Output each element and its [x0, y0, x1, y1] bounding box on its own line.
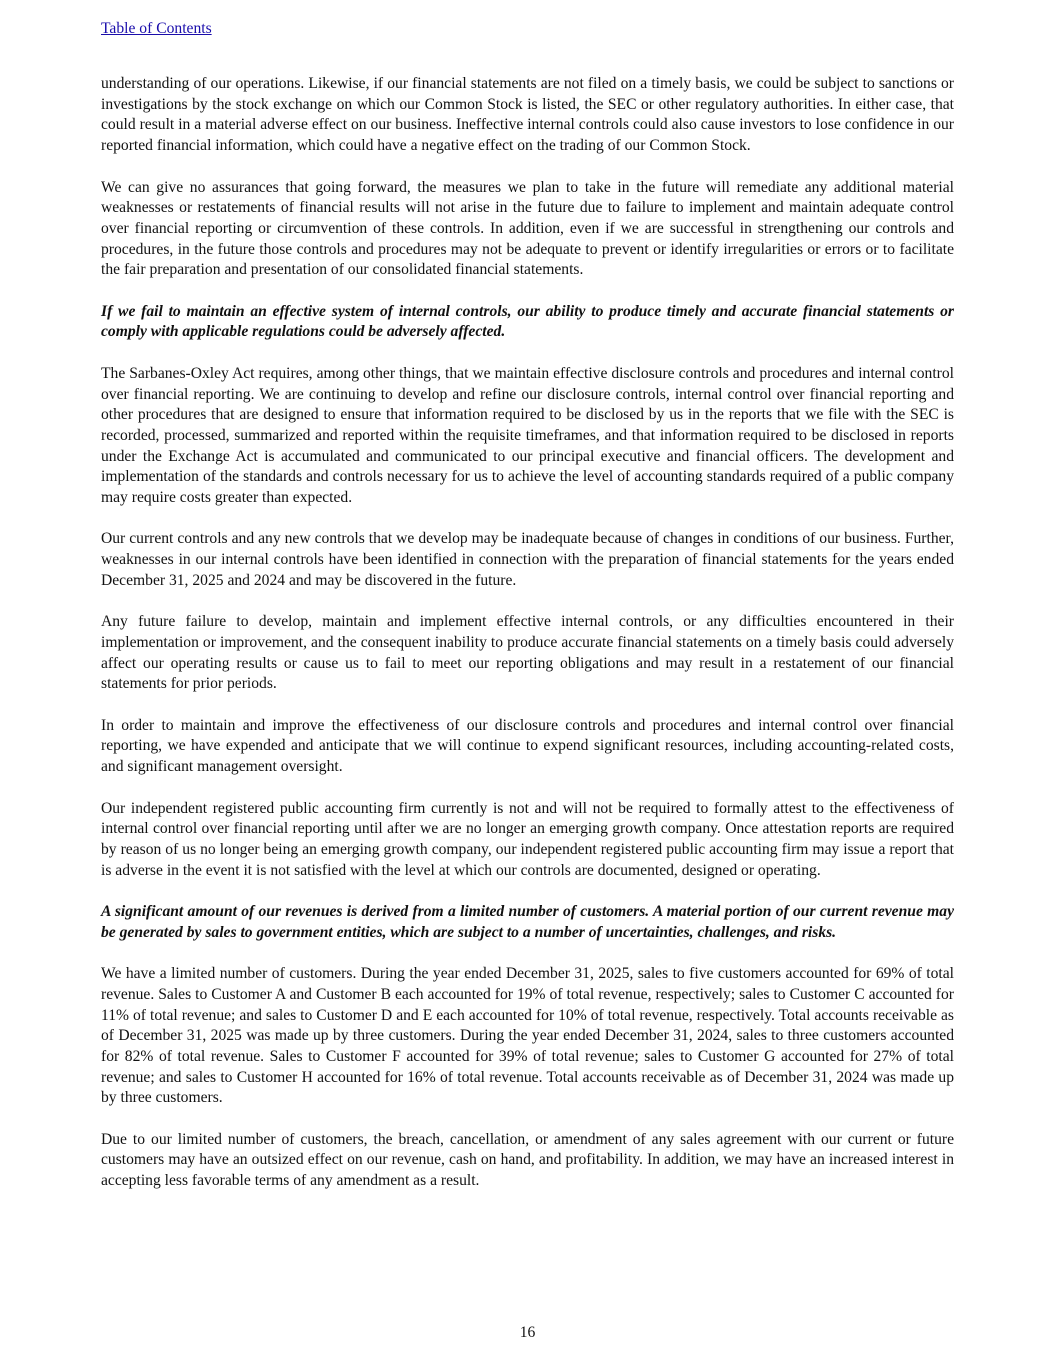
paragraph-auditor-attestation: Our independent registered public accounting firm currently is not and will not be required to formally attest to the effectiveness of internal control over financial reporting until after we are no longer an emerging growth company. Once attestation reports are required by reason of us no longer being an emerging growth company, our independent registered public accounting firm may issue a report that is adverse in the event it is not satisfied with the level at which our controls are documented, designed or operating. — [101, 799, 954, 879]
risk-heading-customer-concentration: A significant amount of our revenues is derived from a limited number of customers. A material portion of our current revenue may be generated by sales to government entities, which are subject to a number of uncertainties, challenges, and risks. — [101, 903, 954, 941]
paragraph-controls-filing: understanding of our operations. Likewise, if our financial statements are not filed on a timely basis, we could be subject to sanctions or investigations by the stock exchange on which our Common Stock is listed, the SEC or other regulatory authorities. In either case, that could result in a material adverse effect on our business. Ineffective internal controls could also cause investors to lose confidence in our reported financial information, which could have a negative effect on the trading of our Common Stock. — [101, 75, 954, 155]
document-body — [101, 74, 954, 1213]
table-of-contents-link[interactable]: Table of Contents — [101, 20, 212, 37]
risk-heading-internal-controls: If we fail to maintain an effective system of internal controls, our ability to produce timely and accurate financial statements or comply with applicable regulations could be adversely affected. — [101, 302, 954, 341]
paragraph-sarbanes-oxley: The Sarbanes-Oxley Act requires, among other things, that we maintain effective disclosure controls and procedures and internal control over financial reporting. We are continuing to develop and refine our disclosure controls, internal control over financial reporting and other procedures that are designed to ensure that information required to be disclosed by us in the reports that we file with the SEC is recorded, processed, summarized and reported within the requisite timeframes, and that information required to be disclosed in reports under the Exchange Act is accumulated and communicated to our principal executive and financial officers. The development and implementation of the standards and controls necessary for us to achieve the level of accounting standards required of a public company may require costs greater than expected. — [101, 364, 954, 507]
paragraph-no-assurances: We can give no assurances that going forward, the measures we plan to take in the future will remediate any additional material weaknesses or restatements of financial results will not arise in the future due to failure to implement and maintain adequate control over financial reporting or circumvention of these controls. In addition, even if we are successful in strengthening our controls and procedures, in the future those controls and procedures may not be adequate to prevent or identify irregularities or errors or to facilitate the fair preparation and presentation of our consolidated financial statements. — [101, 178, 954, 279]
paragraph-future-failure: Any future failure to develop, maintain and implement effective internal controls, or any difficulties encountered in their implementation or improvement, and the consequent inability to produce accurate financial statements on a timely basis could adversely affect our operating results or cause us to fail to meet our reporting obligations and may result in a restatement of our financial statements for prior periods. — [101, 613, 954, 693]
paragraph-customer-revenue: We have a limited number of customers. During the year ended December 31, 2025, sales to five customers accounted for 69% of total revenue. Sales to Customer A and Customer B each accounted for 19% of total revenue, respectively; sales to Customer C accounted for 11% of total revenue; and sales to Customer D and E each accounted for 10% of total revenue, respectively. Total accounts receivable as of December 31, 2025 was made up by three customers. During the year ended December 31, 2024, sales to three customers accounted for 82% of total revenue. Sales to Customer F accounted for 39% of total revenue; sales to Customer G accounted for 27% of total revenue; and sales to Customer H accounted for 16% of total revenue. Total accounts receivable as of December 31, 2024 was made up by three customers. — [101, 965, 954, 1107]
page-number: 16 — [519, 1324, 536, 1341]
paragraph-current-controls: Our current controls and any new controls that we develop may be inadequate because of changes in conditions of our business. Further, weaknesses in our internal controls have been identified in connection with the preparation of financial statements for the years ended December 31, 2025 and 2024 and may be discovered in the future. — [101, 530, 954, 589]
paragraph-maintain-improve: In order to maintain and improve the effectiveness of our disclosure controls and procedures and internal control over financial reporting, we have expended and anticipate that we will continue to expend significant resources, including accounting-related costs, and significant management oversight. — [101, 716, 954, 776]
paragraph-limited-customers-effect: Due to our limited number of customers, the breach, cancellation, or amendment of any sales agreement with our current or future customers may have an outsized effect on our revenue, cash on hand, and profitability. In addition, we may have an increased interest in accepting less favorable terms of any amendment as a result. — [101, 1130, 954, 1190]
